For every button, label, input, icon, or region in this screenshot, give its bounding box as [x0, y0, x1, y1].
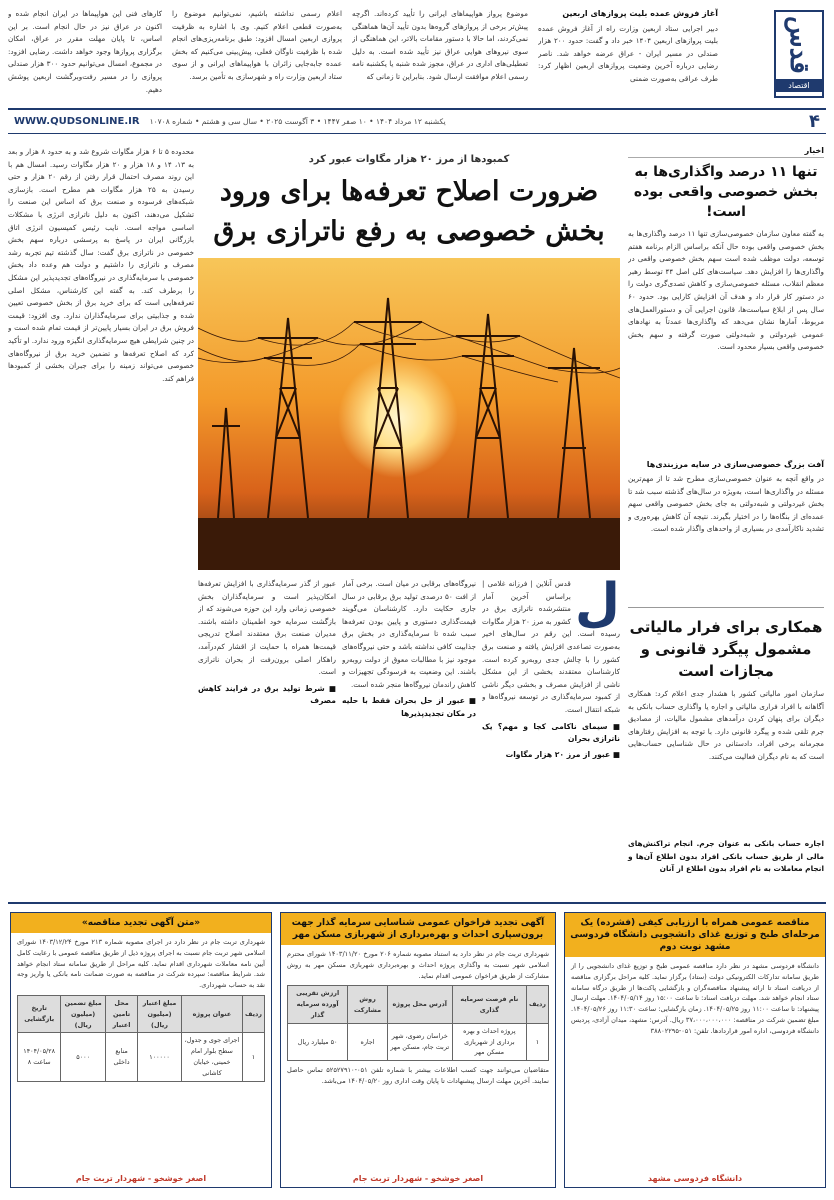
top-col-title: آغاز فروش عمده بلیت پروازهای اربعین [562, 9, 718, 18]
top-col-text: موضوع پرواز هواپیماهای ایرانی را تأیید کرده‌اند. اگرچه پیش‌تر برخی از پروازهای گروه‌ها بدون تأیید آن‌ها هماهنگی نمی‌کردند، اما حالا با دستور مقامات بالاتر، این هماهنگی از سوی نیروهای هوایی عراق نیز تأیید شده است. به دلیل تعطیلی‌های اداری در عراق، مجوز شده شنبه یا یکشنبه نامه رسمی اعلام موافقت ارسال شود. بنابراین تا زمانی که [352, 9, 528, 81]
website-link[interactable]: WWW.QUDSONLINE.IR [14, 116, 140, 127]
table-cell: ۱ [527, 1023, 549, 1060]
box-headings [198, 683, 336, 708]
table-cell: اجاره [348, 1023, 388, 1060]
article-body-column [342, 578, 476, 884]
table-header: عنوان پروژه [181, 995, 242, 1032]
table-header: نام فرصت سرمایه گذاری [452, 986, 526, 1023]
top-col-text: اعلام رسمی نداشته باشیم، نمی‌توانیم موضوع را به‌صورت قطعی اعلام کنیم. وی با اشاره به ظرفیت پروازی اربعین امسال افزود: طبق برنامه‌ریزی‌های انجام شده با ظرفیت ناوگان فعلی، پیش‌بینی می‌کنیم که بخش عمده جابه‌جایی زائران با هواپیماهای ایرانی و از سوی ستاد اربعین وزارت راه و شهرسازی به تأمین برسد. [172, 9, 342, 81]
ad-footer: اصغر خوشخو - شهردار تربت جام [352, 1174, 484, 1183]
investor-call-ad[interactable] [280, 912, 556, 1188]
article-headline[interactable]: ضرورت اصلاح تعرفه‌ها برای ورود بخش خصوصی به رفع ناترازی برق [213, 176, 605, 247]
tender-ad-ferdowsi[interactable] [564, 912, 826, 1188]
article-body-text: نیروگاه‌های برقابی در میان است. برخی آمار از افت ۵۰ درصدی تولید برق برقابی در سال جاری حکایت دارد. کارشناسان می‌گویند قیمت‌گذاری دستوری و پایین بودن تعرفه‌ها سبب شده تا سرمایه‌گذاری در بخش برق جذابیت کافی نداشته باشد و حتی نیروگاه‌های موجود نیز با مطالبات معوق از دولت روبه‌رو باشند. این وضعیت به فرسودگی تجهیزات و کاهش راندمان نیروگاه‌ها منجر شده است. [342, 579, 476, 689]
top-col-1 [538, 8, 718, 96]
table-cell: ۱ [243, 1033, 265, 1081]
project-table [17, 995, 265, 1082]
dateline: یکشنبه ۱۲ مرداد ۱۴۰۴ • ۱۰ صفر ۱۴۴۷ • ۳ آگوست ۲۰۲۵ • سال سی و هشتم • شماره ۱۰۷۰۸ [149, 117, 446, 126]
sidebar-headline[interactable]: تنها ۱۱ درصد واگذاری‌ها به بخش خصوصی واقعی بوده است! [633, 164, 819, 220]
table-cell: پروژه احداث و بهره برداری از شهربازی مسکن مهر [452, 1023, 526, 1060]
box-heading: ■ سیمای ناکامی کجا و مهم؟ یک ناترازی بحران [482, 721, 620, 744]
drop-cap: ل [574, 578, 620, 633]
lead-article [8, 146, 620, 884]
ad-body-text: متقاضیان می‌توانند جهت کسب اطلاعات بیشتر با شماره تلفن ۰۵۱-۵۲۵۲۷۹۱۰ تماس حاصل نمایند. آخرین مهلت ارسال پیشنهادات تا پایان وقت اداری روز ۱۴۰۴/۰۵/۲۰ می‌باشد. [287, 1066, 549, 1085]
top-col-text: کارهای فنی این هواپیماها در ایران انجام شده و اکنون در عراق نیز در حال انجام است. بر این اساس، تا پایان مهلت مقرر در عراق، امکان برگزاری پروازها وجود خواهد داشت. رضایی افزود: در مجموع، امسال می‌توانیم حدود ۳۰۰ هزار صندلی پروازی را در مسیر رفت‌وبرگشت اربعین پوشش دهیم. [8, 9, 162, 94]
box-headings [482, 721, 620, 762]
ad-footer: اصغر خوشخو - شهردار تربت جام [75, 1174, 207, 1183]
table-header: آدرس محل پروژه [387, 986, 452, 1023]
table-header: محل تامین اعتبار [105, 995, 137, 1032]
ad-footer: دانشگاه فردوسی مشهد [647, 1174, 743, 1183]
article-body-column [482, 578, 620, 884]
news-sidebar [628, 146, 824, 884]
table-header: روش مشارکت [348, 986, 388, 1023]
box-heading: ■ عبور از حل بحران فقط با حلیه در مکان تجدیدپذیرها [342, 696, 476, 718]
investment-table [287, 985, 549, 1061]
article-body-text: قدس آنلاین | فرزانه غلامی | براساس آخرین آمار منتشرشده ناترازی برق در کشور به مرز ۲۰ هزار مگاوات رسیده است. این رقم در سال‌های اخیر به‌صورت تصاعدی افزایش یافته و صنعت برق کشور را با چالش جدی روبه‌رو کرده است. کارشناسان معتقدند بخشی از این مشکل ناشی از افزایش مصرف و بخشی دیگر ناشی از کمبود سرمایه‌گذاری در توسعه نیروگاه‌ها و شبکه انتقال است. [482, 579, 620, 714]
table-row [288, 1023, 549, 1060]
ad-body: دانشگاه فردوسی مشهد در نظر دارد مناقصه عمومی طبخ و توزیع غذای دانشجویی را از طریق سامانه تدارکات الکترونیکی دولت (ستاد) برگزار نماید. کلیه مراحل برگزاری مناقصه از دریافت اسناد تا ارائه پیشنهاد مناقصه‌گران و بازگشایی پاکت‌ها از طریق درگاه سامانه ستاد انجام خواهد شد. مهلت دریافت اسناد: تا ساعت ۱۵:۰۰ روز ۱۴۰۴/۰۵/۱۴. مهلت ارسال پیشنهاد: تا ساعت ۱۱:۰۰ روز ۱۴۰۴/۰۵/۲۵. زمان بازگشایی: ساعت ۱۱:۳۰ روز ۱۴۰۴/۰۵/۲۶. مبلغ تضمین شرکت در مناقصه: ۳۷،۰۰۰،۰۰۰،۰۰۰ ریال. آدرس: مشهد، میدان آزادی، پردیس دانشگاه فردوسی، اداره امور قراردادها. تلفن: ۰۵۱-۳۸۸۰۲۲۹۵ [571, 962, 820, 1035]
sidebar-paragraph: سازمان امور مالیاتی کشور با هشدار جدی اعلام کرد: همکاری آگاهانه با افراد فراری مالیاتی و اجاره یا واگذاری حساب بانکی به دیگران برای پنهان کردن درآمدهای مشمول مالیات، از مصادیق جرم تلقی شده و پیگرد قانونی دارد. با توجه به افزایش رفتارهای مجرمانه برخی افراد، دادستانی در حال شناسایی حساب‌هایی است که به نام دیگران فعالیت می‌کنند. [628, 689, 824, 761]
top-col-2 [352, 8, 528, 96]
table-header: مبلغ تضمین (میلیون ریال) [61, 995, 106, 1032]
sidebar-paragraph: به گفته معاون سازمان خصوصی‌سازی تنها ۱۱ درصد واگذاری‌ها به بخش خصوصی واقعی بوده حال آنکه براساس الزام برنامه هفتم توسعه، دولت موظف شده است سهم بخش خصوصی واقعی در واگذاری‌ها را افزایش دهد. سیاست‌های کلی اصل ۴۴ توسط رهبر معظم انقلاب، مسئله خصوصی‌سازی و کاهش تصدی‌گری دولت را در دستور کار قرار داد و هدف آن افزایش کارایی بود. حدود ۶۰ سال پس از ابلاغ سیاست‌ها، قانون اجرایی آن و دستورالعمل‌های مربوط، آمارها نشان می‌دهد که واگذاری‌ها عمدتاً به نهادهای عمومی غیردولتی و شبه‌دولتی صورت گرفته و سهم بخش خصوصی واقعی بسیار محدود است. [628, 229, 824, 352]
sidebar-headline-2[interactable]: همکاری برای فرار مالیاتی مشمول پیگرد قانونی و مجازات است [628, 607, 824, 682]
ad-body-text: شهرداری تربت جام در نظر دارد به استناد مصوبه شماره ۲۰۶ مورخ ۱۴۰۳/۱۱/۲۰ شورای محترم اسلامی شهر نسبت به واگذاری پروژه احداث و بهره‌برداری شهربازی مسکن مهر به روش مشارکت از طریق فراخوان عمومی اقدام نماید. [287, 950, 549, 980]
table-cell: ۱۰۰۰۰۰ [138, 1033, 182, 1081]
top-col-3 [172, 8, 342, 96]
page-header-bar [8, 108, 826, 134]
box-heading: ■ شرط تولید برق در فرایند کاهش مصرف [198, 683, 336, 706]
ad-header: مناقصه عمومی همراه با ارزیابی کیفی (فشرده) یک مرحله‌ای طبخ و توزیع غذای دانشجویی دانشگاه فردوسی مشهد نوبت دوم [565, 913, 825, 957]
table-row [18, 1033, 265, 1081]
sidebar-subhead: آفت بزرگ خصوصی‌سازی در سایه مرزبندی‌ها [646, 460, 824, 469]
top-col-text: دبیر اجرایی ستاد اربعین وزارت راه از آغاز فروش عمده بلیت پروازهای اربعین ۱۴۰۴ خبر داد و گفت: حدود ۲۰۰ هزار صندلی در مسیر ایران - عراق عرضه خواهد شد. ناصر رضایی درباره آخرین وضعیت پروازهای اربعین اظهار کرد: طرف عراقی به‌صورت ضمنی [538, 23, 718, 83]
article-body-text: عبور از گذر سرمایه‌گذاری با افزایش تعرفه‌ها امکان‌پذیر است و سرمایه‌گذاران بخش خصوصی زمانی وارد این حوزه می‌شوند که از بازگشت سرمایه خود اطمینان داشته باشند. مدیران صنعت برق معتقدند اصلاح تدریجی قیمت‌ها همراه با حمایت از اقشار کم‌درآمد، راهکار اصلی برون‌رفت از بحران ناترازی است. [198, 579, 336, 677]
page-number: ۴ [809, 111, 820, 132]
power-lines-photo [198, 258, 620, 570]
table-cell: منابع داخلی [105, 1033, 137, 1081]
sidebar-bold-footer: اجاره حساب بانکی به عنوان جرم. انجام تراکنش‌های مالی از طریق حساب بانکی افراد بدون اطلاع آن‌ها و انجام معاملات به نام افراد بدون اطلاع از آنان [628, 839, 824, 873]
sidebar-label: اخبار [628, 146, 824, 158]
table-cell: ۵۰۰۰ [61, 1033, 106, 1081]
table-header: ردیف [243, 995, 265, 1032]
article-kicker: کمبودها از مرز ۲۰ هزار مگاوات عبور کرد [308, 154, 510, 165]
sidebar-paragraph: در واقع آنچه به عنوان خصوصی‌سازی مطرح شد تا از مهم‌ترین مسئله در واگذاری‌ها است، به‌ویژه در سال‌های گذشته سبب شد تا بخش غیردولتی و شبه‌دولتی به جای بخش خصوصی واقعی سهم عمده‌ای از بنگاه‌ها را در اختیار بگیرند. نتیجه آن کاهش بهره‌وری و تشدید ناکارآمدی در بسیاری از واحدهای واگذار شده است. [628, 474, 824, 534]
table-cell: خراسان رضوی، شهر تربت جام، مسکن مهر [387, 1023, 452, 1060]
lead-article-left-column: محدوده ۵ تا ۶ هزار مگاوات شروع شد و به حدود ۸ هزار و بعد به ۱۳، ۱۴ و ۱۸ هزار و ۲۰ هزار مگاوات رسید. امسال هم با این روند مصرف احتمال قرار رفتن از رقم ۲۰ هزار و حتی رسیدن به ۲۵ هزار مگاوات هم مطرح است. بازسازی شبکه‌های فرسوده و صنعت برق که اساس این صنعت را تشکیل می‌دهند، اکنون به دلیل ناترازی انرژی با مشکلات اساسی مواجه است. نایب رئیس کمیسیون انرژی اتاق بازرگانی ایران در پاسخ به پرسشی درباره سهم بخش خصوصی در ناترازی برق گفت: سال گذشته تیم تجربه رشد مصرف و ناترازی را داشتیم و دولت هم وعده داد بخش خصوصی با سرمایه‌گذاری در نیروگاه‌های تجدیدپذیر این مشکل را برطرف کند. به گفته این کارشناس، مشکل اصلی تعرفه‌هایی است که برای خرید برق از بخش خصوصی تعیین شده و جذابیتی برای سرمایه‌گذاران ندارد. وی افزود: قیمت فروش برق در ایران بسیار پایین‌تر از قیمت تمام شده است و در چنین شرایطی هیچ سرمایه‌گذاری انگیزه ورود ندارد. او تأکید کرد که اصلاح تعرفه‌ها و تضمین خرید برق از نیروگاه‌های خصوصی می‌تواند زمینه را برای جبران بخشی از کمبودها فراهم کند. [8, 147, 194, 383]
box-headings [342, 695, 476, 720]
box-heading: ■ عبور از مرز ۲۰ هزار مگاوات [505, 749, 620, 759]
article-body-column [198, 578, 336, 884]
ad-body-text: شهرداری تربت جام در نظر دارد در اجرای مصوبه شماره ۲۱۳ مورخ ۱۴۰۳/۱۲/۲۴ شورای اسلامی شهر تربت جام نسبت به اجرای پروژه ذیل از طریق مناقصه عمومی با رعایت کامل آیین نامه معاملات شهرداری اقدام نماید. کلیه مراحل از طریق سامانه ستاد انجام خواهد شد. شرایط مناقصه: سپرده شرکت در مناقصه به صورت ضمانت نامه بانکی یا واریز وجه نقد به حساب شهرداری. [17, 938, 265, 990]
advertisements-row [8, 902, 826, 1192]
retender-ad[interactable] [10, 912, 272, 1188]
ad-header: «متن آگهی تجدید مناقصه» [11, 913, 271, 933]
table-cell: ۱۴۰۴/۰۵/۲۸ ساعت ۸ [18, 1033, 61, 1081]
top-col-4 [8, 8, 162, 96]
newspaper-logo[interactable] [774, 10, 824, 98]
ad-body [281, 945, 555, 1091]
table-header: ردیف [527, 986, 549, 1023]
top-news-strip [8, 8, 774, 96]
table-cell: ۵۰ میلیارد ریال [288, 1023, 348, 1060]
logo-mark: قدس [784, 16, 814, 74]
table-cell: اجرای جوی و جدول، سطح بلوار امام خمینی، خیابان کاشانی [181, 1033, 242, 1081]
sunset-pylons-image [198, 258, 620, 570]
ad-header: آگهی تجدید فراخوان عمومی شناسایی سرمایه گذار جهت برون‌سپاری احداث و بهره‌برداری از شهربازی مسکن مهر [281, 913, 555, 945]
table-header: مبلغ اعتبار (میلیون ریال) [138, 995, 182, 1032]
section-label: اقتصاد [776, 79, 822, 92]
table-header: ارزش تقریبی آورده سرمایه گذار [288, 986, 348, 1023]
table-header: تاریخ بازگشایی [18, 995, 61, 1032]
ad-body [11, 933, 271, 1090]
